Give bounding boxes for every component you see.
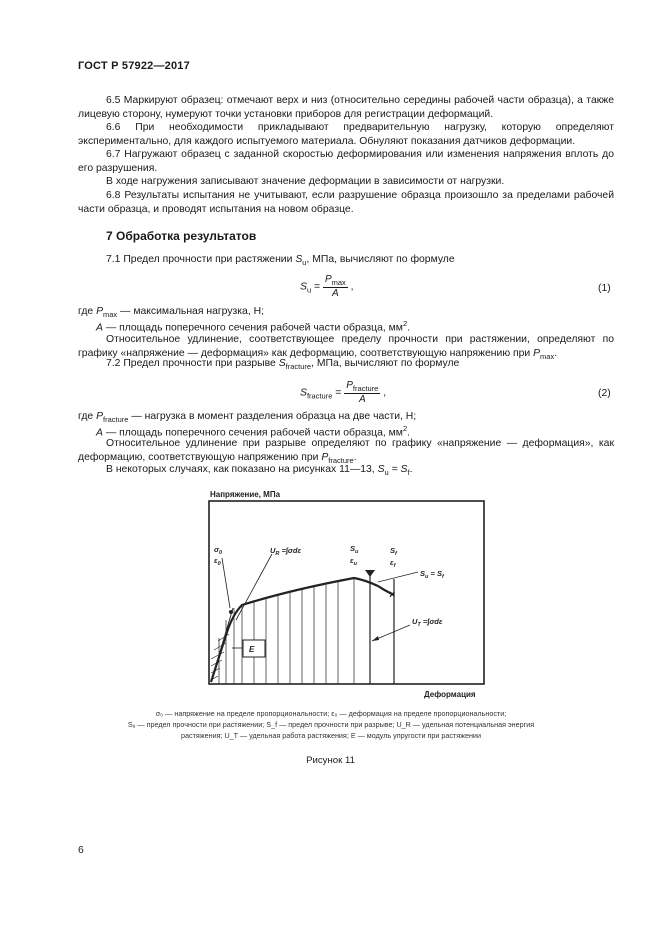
- stress-strain-curve: [211, 578, 394, 682]
- hatch-lines: [219, 578, 354, 684]
- figure-caption: σ₀ — напряжение на пределе пропорциональности; ε₀ — деформация на пределе пропорциональности; Sᵤ — предел прочности при растяжении; S_f — предел прочности при разрыве; U_R — удельная потенциальная энергия растяжения; U_T — удельная работа растяжения; E — модуль упругости при растяжении: [127, 709, 535, 740]
- label-E: E: [249, 645, 255, 654]
- s72-cases: В некоторых случаях, как показано на рисунках 11—13, $S_u = S_f$.: [106, 464, 413, 478]
- fracture-mark: ×: [389, 589, 396, 601]
- figure-ylabel: Напряжение, МПа: [210, 490, 281, 499]
- s72-where2: A — площадь поперечного сечения рабочей части образца, $мм^2$.: [96, 424, 411, 439]
- ut-arrow: [372, 636, 379, 641]
- s72-intro: 7.2 Предел прочности при разрыве $S_{fracture}$, МПа, вычисляют по формуле: [106, 358, 460, 372]
- section-title: 7 Обработка результатов: [106, 229, 257, 243]
- label-ef: $\varepsilon_f$: [390, 558, 396, 569]
- s71-where1: где $P_{max}$ — максимальная нагрузка, Н;: [78, 306, 264, 320]
- paragraph-6-6: 6.6 При необходимости прикладывают предварительную нагрузку, которую определяют экспериментально, для каждого испытуемого материала. Обнуляют показания датчиков деформации.: [78, 122, 614, 147]
- figure-xlabel: Деформация: [424, 690, 476, 699]
- s72-relative-elongation: Относительное удлинение при разрыве определяют по графику «напряжение — деформация», как деформацию, соответствующую напряжению при $P_{fracture}$.: [78, 438, 614, 465]
- label-eps0: $\varepsilon_0$: [214, 556, 221, 567]
- document-header: ГОСТ Р 57922—2017: [78, 60, 190, 72]
- label-eu: $\varepsilon_u$: [350, 556, 357, 567]
- elastic-line: [211, 608, 233, 682]
- label-UR: $U_R =\int\sigma d\varepsilon$: [270, 546, 302, 557]
- sigma0-leader: [222, 558, 230, 608]
- paragraph-6-7: 6.7 Нагружают образец с заданной скоростью деформирования или изменения напряжения вплоть до его разрушения.: [78, 149, 614, 174]
- s71-relative-elongation: Относительное удлинение, соответствующее пределу прочности при растяжении, определяют по графику «напряжение — деформация» как деформацию, соответствующую напряжению при $P_{max}$.: [78, 334, 614, 361]
- figure-title: Рисунок 11: [306, 755, 355, 766]
- ultimate-arrow: [365, 570, 375, 577]
- paragraph-6-7b: В ходе нагружения записывают значение деформации в зависимости от нагрузки.: [106, 176, 505, 187]
- susf-leader: [378, 572, 418, 582]
- s72-where1: где $P_{fracture}$ — нагрузка в момент разделения образца на две части, Н;: [78, 411, 417, 425]
- paragraph-6-5: 6.5 Маркируют образец: отмечают верх и низ (относительно середины рабочей части образца), а также лицевую сторону, нумеруют точки установки приборов для регистрации деформаций.: [78, 95, 614, 120]
- label-Su: $S_u$: [350, 544, 359, 555]
- paragraph-6-8: 6.8 Результаты испытания не учитывают, если разрушение образца произошло за пределами рабочей части образца, и проводят испытания на новом образце.: [78, 190, 614, 215]
- formula-2: $S_{fracture}$ = $\frac{P_{fracture}}{A}$ ,: [300, 380, 387, 405]
- label-UT: $U_T =\int\sigma d\varepsilon$: [412, 617, 443, 628]
- proportional-limit-point: [229, 610, 233, 614]
- label-Sf: $S_f$: [390, 546, 397, 557]
- formula-1: $S_u$ = $\frac{P_{max}}{A}$ ,: [300, 274, 354, 299]
- s71-intro: 7.1 Предел прочности при растяжении $S_u$, МПа, вычисляют по формуле: [106, 254, 455, 268]
- label-sigma0: $\sigma_0$: [214, 545, 223, 556]
- page-number: 6: [78, 845, 84, 856]
- label-Su-eq-Sf: $S_u = S_f$: [420, 569, 444, 580]
- s71-where2: A — площадь поперечного сечения рабочей части образца, $мм^2$.: [96, 319, 411, 334]
- equation-number-1: (1): [598, 283, 611, 294]
- equation-number-2: (2): [598, 388, 611, 399]
